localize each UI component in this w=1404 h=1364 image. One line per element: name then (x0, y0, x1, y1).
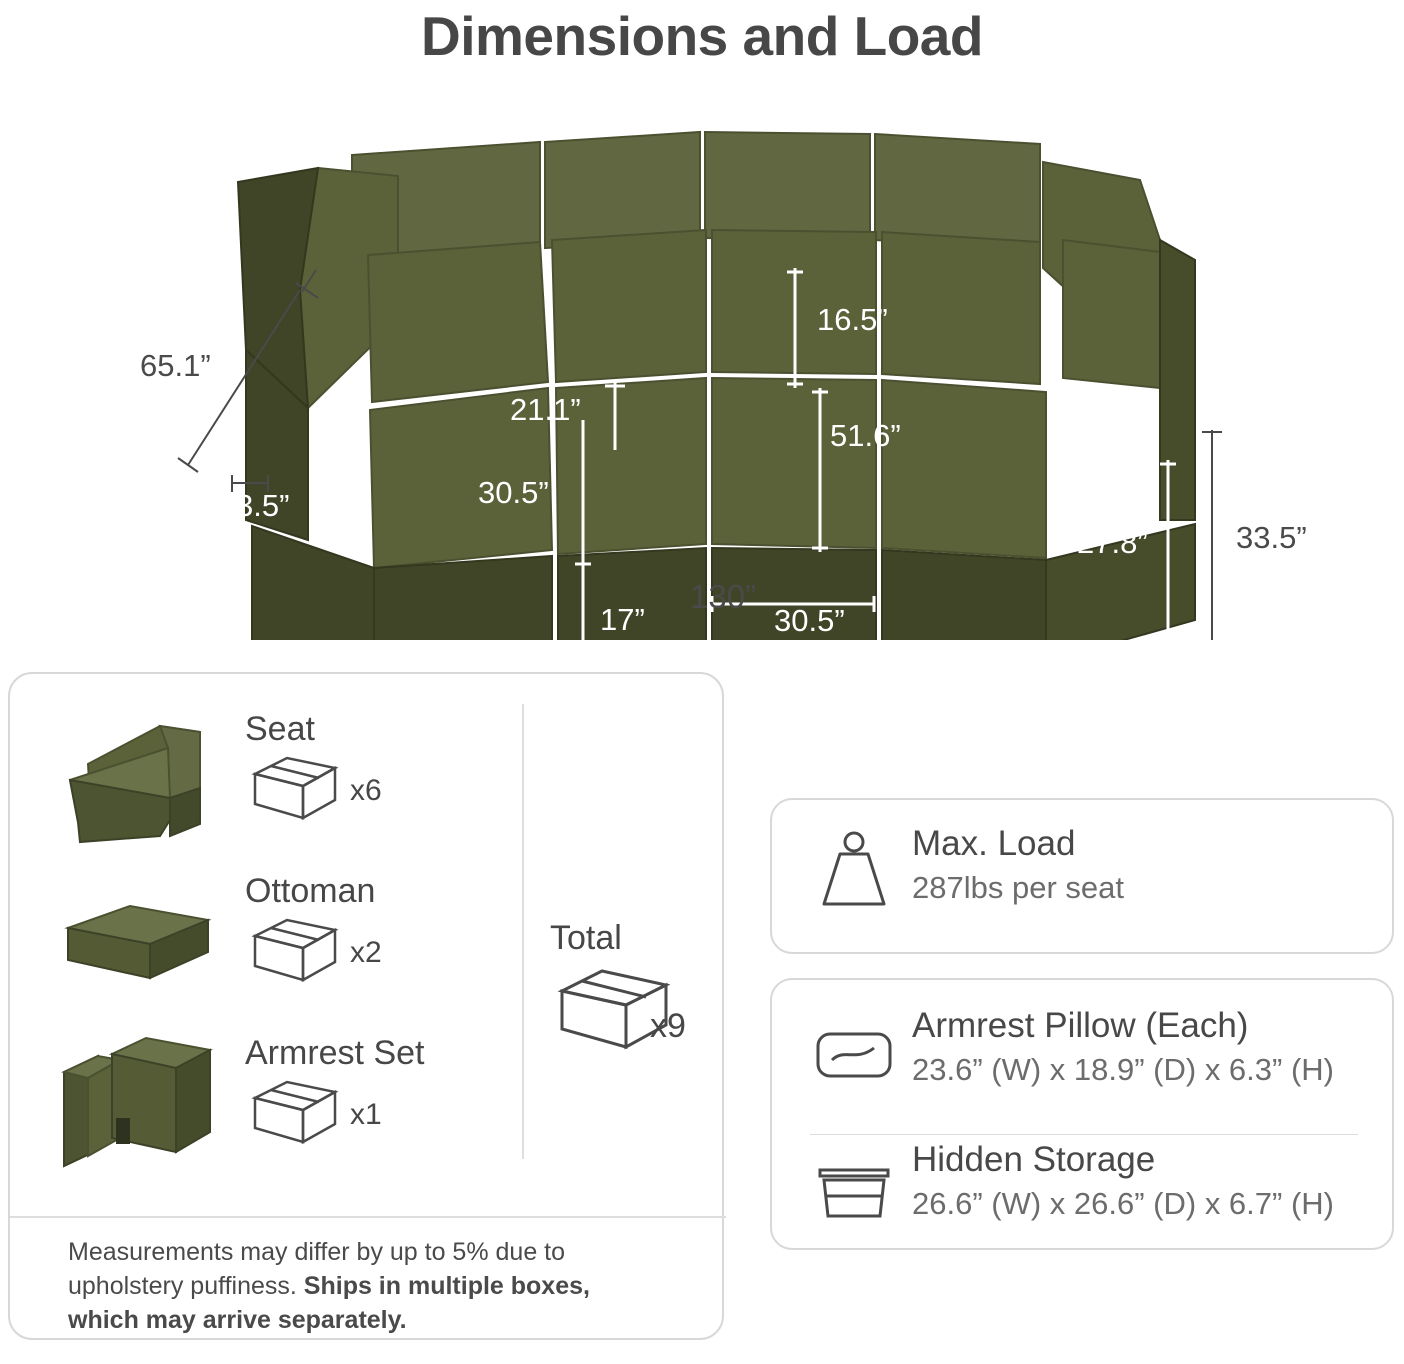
total-count: x9 (650, 1007, 686, 1045)
armrest-set-image (50, 1026, 225, 1176)
sofa-dimension-diagram (0, 120, 1404, 640)
dim-label-backrest-height: 16.5” (817, 302, 888, 337)
dim-label-seat-height: 17” (600, 602, 645, 637)
note-line-3-bold: which may arrive separately. (68, 1305, 407, 1334)
measurement-note (68, 1236, 628, 1337)
max-load-row (772, 816, 1396, 946)
dim-label-overall-depth-inner: 51.6” (830, 418, 901, 453)
dim-label-armrest-thickness: 3.5” (236, 488, 290, 523)
note-line-1: Measurements may differ by up to 5% due to (68, 1238, 566, 1266)
box-icon (245, 914, 345, 986)
part-count: x1 (350, 1098, 382, 1131)
part-label: Seat (245, 710, 315, 748)
spec-row-armrest-pillow (772, 998, 1396, 1128)
part-count: x2 (350, 936, 382, 969)
part-count: x6 (350, 774, 382, 807)
spec-title: Hidden Storage (912, 1140, 1156, 1179)
dim-label-seat-depth: 21.1” (510, 392, 581, 427)
dim-label-seat-module-width: 30.5” (774, 603, 845, 638)
dim-label-overall-height: 33.5” (1236, 520, 1307, 555)
spec-value: 26.6” (W) x 26.6” (D) x 6.7” (H) (912, 1186, 1334, 1221)
box-icon (245, 752, 345, 824)
max-load-panel (770, 798, 1394, 954)
seat-module-image (50, 702, 225, 852)
max-load-value: 287lbs per seat (912, 870, 1124, 905)
dim-label-seat-width: 30.5” (478, 475, 549, 510)
note-line-2-bold: Ships in multiple boxes, (303, 1271, 590, 1300)
note-line-2-plain: upholstery puffiness. (68, 1271, 304, 1300)
list-item (40, 702, 510, 862)
ottoman-module-image (50, 864, 225, 1014)
total-label: Total (550, 919, 622, 957)
part-label: Armrest Set (245, 1034, 425, 1072)
storage-icon (810, 1146, 898, 1228)
total-block (550, 919, 720, 1045)
dim-label-overall-width: 130” (690, 578, 757, 615)
specs-panel (770, 978, 1394, 1250)
spec-value: 23.6” (W) x 18.9” (D) x 6.3” (H) (912, 1052, 1334, 1087)
vertical-divider (522, 704, 524, 1159)
parts-panel (8, 672, 724, 1340)
list-item (40, 1026, 510, 1186)
page-title: Dimensions and Load (421, 5, 983, 67)
box-icon (245, 1076, 345, 1148)
max-load-title: Max. Load (912, 824, 1076, 863)
dim-label-depth-overall: 65.1” (140, 348, 211, 383)
part-label: Ottoman (245, 872, 376, 910)
parts-grid (10, 674, 726, 1204)
weight-icon (810, 830, 898, 912)
list-item (40, 864, 510, 1024)
dim-label-armrest-depth: 27.8” (1077, 525, 1148, 560)
horizontal-divider (10, 1216, 726, 1218)
pillow-icon (810, 1012, 898, 1094)
spec-row-hidden-storage (772, 1132, 1396, 1262)
spec-title: Armrest Pillow (Each) (912, 1006, 1249, 1045)
